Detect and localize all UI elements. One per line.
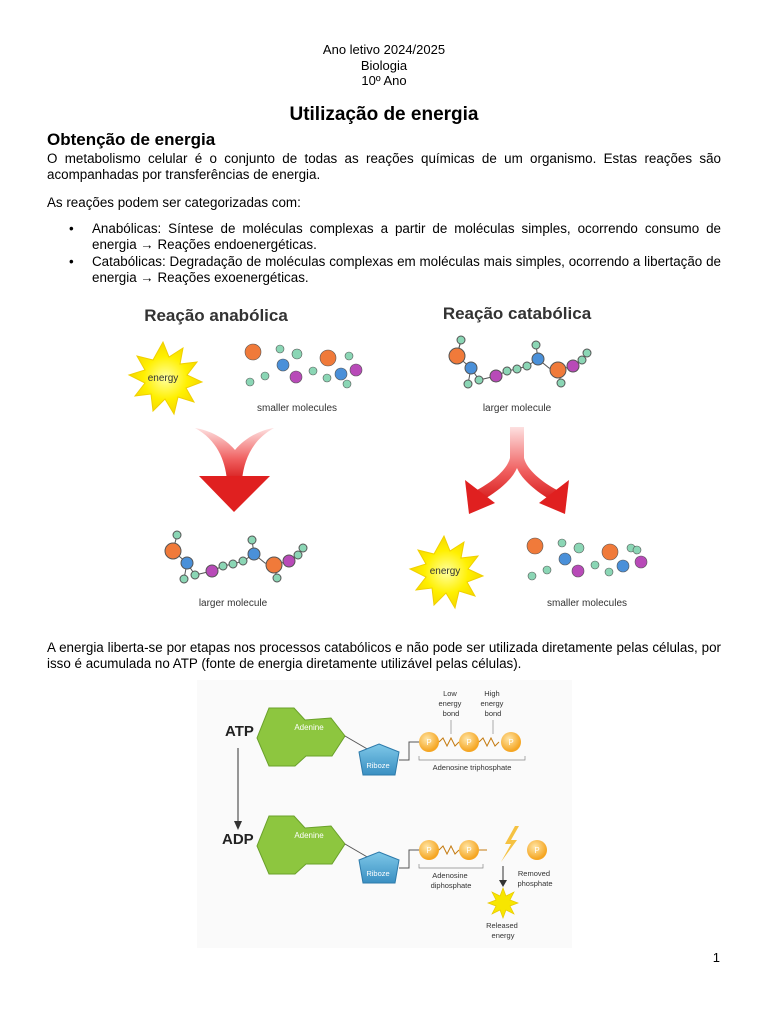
removed-phosphate-label: Removed phosphate [517, 869, 553, 888]
svg-text:P: P [508, 738, 514, 747]
atp-label: ATP [225, 723, 254, 740]
school-year: Ano letivo 2024/2025 [322, 42, 446, 57]
phosphate-chain-atp [419, 732, 521, 752]
reaction-types-list [47, 221, 721, 287]
smaller-molecules-label-bottom: smaller molecules [546, 598, 628, 609]
list-item-anabolic: • Anabólicas: Síntese de moléculas complexas a partir de moléculas simples, ocorrendo consumo de energia → Reações endoenergéticas. [69, 221, 721, 252]
atp-adp-figure [197, 680, 572, 948]
section-title: Obtenção de energia [47, 130, 216, 149]
smaller-molecules-label-top: smaller molecules [256, 403, 338, 414]
subject: Biologia [360, 57, 408, 73]
adenosine-diphosphate-label: Adenosine diphosphate [430, 871, 472, 890]
paragraph-atp: A energia liberta-se por etapas nos processos catabólicos e não pode ser utilizada diretamente pelas células, por isso é acumulada no ATP (fonte de energia diretamente utilizável pelas células). [47, 640, 721, 671]
svg-text:Adenine: Adenine [294, 723, 324, 732]
svg-text:P: P [534, 846, 540, 855]
removed-phosphate-icon [527, 840, 547, 860]
catabolic-title: Reação catabólica [442, 304, 592, 323]
adenosine-triphosphate-label: Adenosine triphosphate [432, 763, 512, 772]
svg-text:energy: energy [147, 373, 179, 384]
svg-text:energy: energy [429, 566, 461, 577]
adp-label: ADP [222, 831, 254, 848]
larger-molecule-label-top: larger molecule [482, 403, 552, 414]
anabolic-catabolic-figure [117, 290, 667, 620]
anabolic-title: Reação anabólica [144, 306, 288, 325]
svg-text:P: P [466, 846, 472, 855]
svg-text:P: P [426, 738, 432, 747]
paragraph-categories: As reações podem ser categorizadas com: [47, 195, 301, 210]
page-title: Utilização de energia [289, 104, 479, 125]
svg-text:Riboze: Riboze [366, 869, 390, 878]
list-item-catabolic: • Catabólicas: Degradação de moléculas complexas em moléculas mais simples, ocorrendo a libertação de energia → Reações exoenergéticas. [69, 254, 721, 285]
low-energy-bond-label: Low energy bond [438, 689, 462, 718]
page-number: 1 [712, 950, 720, 965]
high-energy-bond-label: High energy bond [480, 689, 504, 718]
grade: 10º Ano [361, 73, 407, 88]
svg-text:Adenine: Adenine [294, 831, 324, 840]
document-header [0, 42, 768, 89]
larger-molecule-label-bottom: larger molecule [198, 598, 268, 609]
released-energy-icon [488, 888, 518, 918]
svg-text:P: P [466, 738, 472, 747]
released-energy-label: Released energy [486, 921, 518, 940]
paragraph-metabolism: O metabolismo celular é o conjunto de todas as reações químicas de um organismo. Estas reações são acompanhadas por transferências de energia. [47, 151, 721, 182]
svg-text:P: P [426, 846, 432, 855]
svg-text:Riboze: Riboze [366, 761, 390, 770]
